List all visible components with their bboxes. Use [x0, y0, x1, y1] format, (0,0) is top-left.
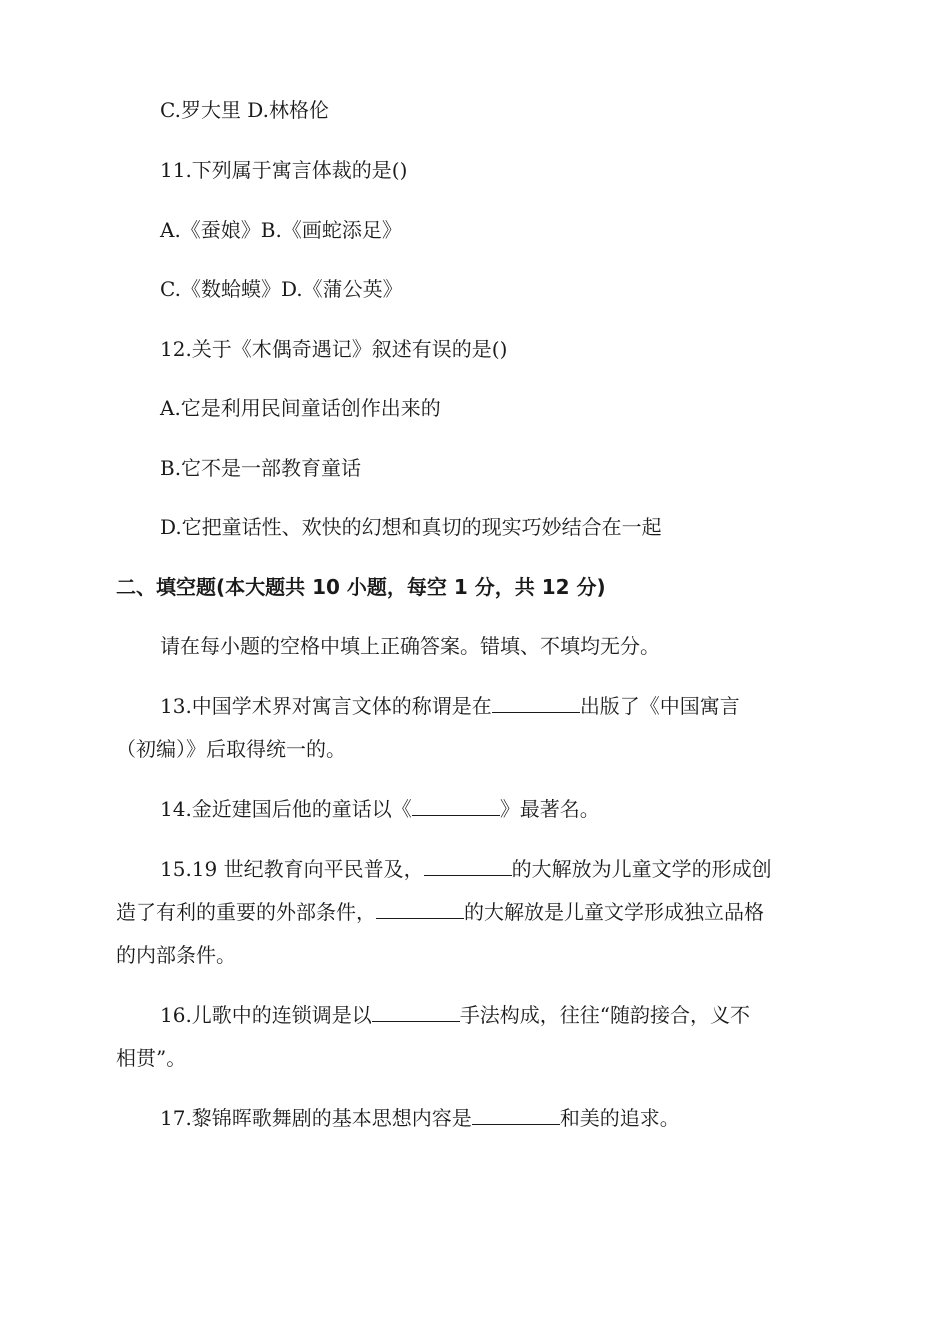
q15-blank-1 [424, 857, 512, 876]
q13-text-2: 出版了《中国寓言 [579, 694, 740, 718]
q11-stem: 11.下列属于寓言体裁的是() [160, 158, 408, 182]
q10-options-cd: C.罗大里 D.林格伦 [160, 98, 329, 122]
q17-line [160, 1106, 680, 1130]
q16-line-1 [160, 1003, 750, 1027]
section-2-instruction: 请在每小题的空格中填上正确答案。错填、不填均无分。 [160, 634, 660, 658]
q11-options-ab: A.《蚕娘》B.《画蛇添足》 [160, 218, 402, 242]
q13-line-1 [160, 694, 740, 718]
q13-line-2: （初编）》后取得统一的。 [116, 737, 346, 761]
q15-text-4: 的大解放是儿童文学形成独立品格 [464, 900, 764, 924]
q17-blank [472, 1106, 560, 1125]
q14-text-2: 》最著名。 [499, 797, 600, 821]
q12-option-b: B.它不是一部教育童话 [160, 456, 362, 480]
q16-text-1: 16.儿歌中的连锁调是以 [160, 1003, 372, 1027]
q15-text-3: 造了有利的重要的外部条件， [116, 900, 376, 924]
q11-options-cd: C.《数蛤蟆》D.《蒲公英》 [160, 277, 403, 301]
q16-text-2: 手法构成，往往“随韵接合，义不 [459, 1003, 751, 1027]
q15-line-1 [160, 857, 772, 881]
q12-option-a: A.它是利用民间童话创作出来的 [160, 396, 441, 420]
q16-blank [372, 1003, 460, 1022]
q15-text-2: 的大解放为儿童文学的形成创 [511, 857, 772, 881]
q13-blank [492, 694, 580, 713]
q14-line [160, 797, 600, 821]
q17-text-2: 和美的追求。 [559, 1106, 680, 1130]
q15-line-2 [116, 900, 764, 924]
q17-text-1: 17.黎锦晖歌舞剧的基本思想内容是 [160, 1106, 472, 1130]
q12-option-d: D.它把童话性、欢快的幻想和真切的现实巧妙结合在一起 [160, 515, 662, 539]
q15-line-3: 的内部条件。 [116, 943, 236, 967]
q14-blank [412, 797, 500, 816]
section-2-title: 二、填空题(本大题共 10 小题，每空 1 分，共 12 分) [116, 575, 606, 599]
q15-text-1: 15.19 世纪教育向平民普及， [160, 857, 424, 881]
q14-text-1: 14.金近建国后他的童话以《 [160, 797, 412, 821]
q13-text-1: 13.中国学术界对寓言文体的称谓是在 [160, 694, 492, 718]
q16-line-2: 相贯”。 [116, 1046, 187, 1070]
q12-stem: 12.关于《木偶奇遇记》叙述有误的是() [160, 337, 508, 361]
q15-blank-2 [376, 900, 464, 919]
